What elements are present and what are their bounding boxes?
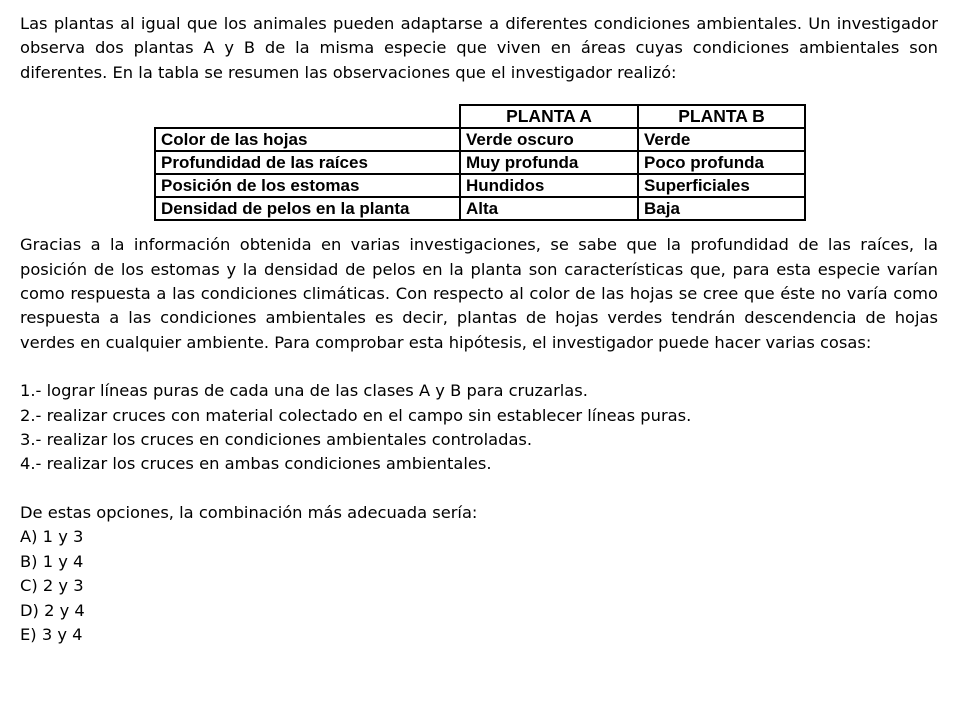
table-cell-plant-b: Verde <box>638 128 805 151</box>
table-cell-attribute: Color de las hojas <box>155 128 460 151</box>
options-list <box>20 379 938 477</box>
table-header-row <box>155 105 805 128</box>
table-cell-plant-a: Muy profunda <box>460 151 638 174</box>
table-cell-plant-b: Superficiales <box>638 174 805 197</box>
table-row <box>155 128 805 151</box>
question-text: De estas opciones, la combinación más adecuada sería: <box>20 502 478 522</box>
document-page <box>20 0 938 647</box>
table-cell-attribute: Densidad de pelos en la planta <box>155 197 460 220</box>
answer-choice: C) 2 y 3 <box>20 576 84 596</box>
table-header-plant-a: PLANTA A <box>460 105 638 128</box>
table-cell-plant-a: Hundidos <box>460 174 638 197</box>
table-header-empty <box>155 105 460 128</box>
table-row <box>155 174 805 197</box>
table-cell-plant-b: Baja <box>638 197 805 220</box>
observations-table <box>154 104 806 221</box>
answers-list <box>20 525 938 647</box>
answer-choice: E) 3 y 4 <box>20 624 83 644</box>
table-row <box>155 151 805 174</box>
body-paragraph: Gracias a la información obtenida en varias investigaciones, se sabe que la profundidad de las raíces, la posición de los estomas y la densidad de pelos en la planta son características que, para esta especie varían como respuesta a las condiciones climáticas. Con respecto al color de las hojas se cree que éste no varía como respuesta a las condiciones ambientales es decir, plantas de hojas verdes tendrán descendencia de hojas verdes en cualquier ambiente. Para comprobar esta hipótesis, el investigador puede hacer varias cosas: <box>20 235 938 352</box>
option-item: 1.- lograr líneas puras de cada una de las clases A y B para cruzarlas. <box>20 381 588 401</box>
table-row <box>155 197 805 220</box>
table-cell-attribute: Posición de los estomas <box>155 174 460 197</box>
table-header-plant-b: PLANTA B <box>638 105 805 128</box>
table-cell-attribute: Profundidad de las raíces <box>155 151 460 174</box>
option-item: 3.- realizar los cruces en condiciones ambientales controladas. <box>20 430 533 450</box>
answer-choice: D) 2 y 4 <box>20 600 85 620</box>
observations-table-wrapper <box>154 104 804 221</box>
table-cell-plant-a: Verde oscuro <box>460 128 638 151</box>
answer-choice: A) 1 y 3 <box>20 527 84 547</box>
table-cell-plant-a: Alta <box>460 197 638 220</box>
table-cell-plant-b: Poco profunda <box>638 151 805 174</box>
answer-choice: B) 1 y 4 <box>20 551 84 571</box>
option-item: 2.- realizar cruces con material colectado en el campo sin establecer líneas puras. <box>20 405 692 425</box>
option-item: 4.- realizar los cruces en ambas condiciones ambientales. <box>20 454 492 474</box>
intro-paragraph: Las plantas al igual que los animales pueden adaptarse a diferentes condiciones ambientales. Un investigador observa dos plantas A y B de la misma especie que viven en áreas cuyas condiciones ambientales son diferentes. En la tabla se resumen las observaciones que el investigador realizó: <box>20 14 938 82</box>
